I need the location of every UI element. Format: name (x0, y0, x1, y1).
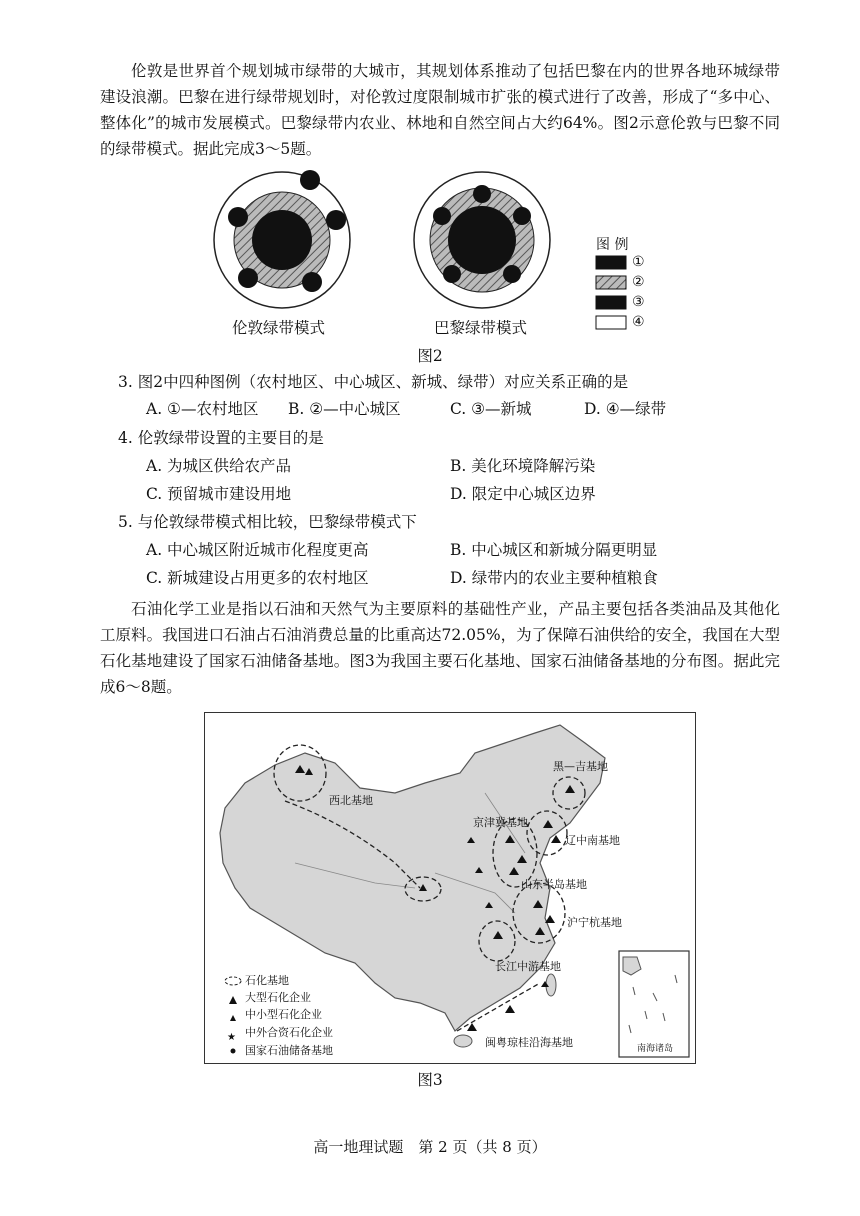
intro-paragraph-1: 伦敦是世界首个规划城市绿带的大城市，其规划体系推动了包括巴黎在内的世界各地环城绿带建设浪潮。巴黎在进行绿带规划时，对伦敦过度限制城市扩张的模式进行了改善，形成了“多中心、整体化”的城市发展模式。巴黎绿带内农业、林地和自然空间占大约64%。图2示意伦敦与巴黎不同的绿带模式。据此完成3～5题。 (100, 62, 780, 158)
question-5-option-d: D. 绿带内的农业主要种植粮食 (450, 569, 658, 587)
page-footer: 高一地理试题 第 2 页（共 8 页） (313, 1138, 547, 1156)
paris-model-label: 巴黎绿带模式 (434, 319, 528, 337)
legend-reserve-base: 国家石油储备基地 (245, 1044, 333, 1057)
map-legend (225, 977, 241, 1054)
question-3-option-d: D. ④—绿带 (584, 400, 667, 418)
svg-text:★: ★ (227, 1032, 236, 1043)
question-4-stem: 4. 伦敦绿带设置的主要目的是 (118, 429, 324, 447)
question-5-stem: 5. 与伦敦绿带模式相比较，巴黎绿带模式下 (118, 513, 417, 531)
legend-label-3: ③ (632, 294, 645, 310)
inset-label: 南海诸岛 (637, 1044, 674, 1054)
base-label-jingjinji: 京津冀基地 (473, 816, 528, 829)
question-3-option-b: B. ②—中心城区 (288, 400, 401, 418)
question-3-option-c: C. ③—新城 (450, 400, 532, 418)
base-label-huninghang: 沪宁杭基地 (567, 916, 622, 929)
intro-paragraph-2: 石油化学工业是指以石油和天然气为主要原料的基础性产业，产品主要包括各类油品及其他化工原料。我国进口石油占石油消费总量的比重高达72.05%，为了保障石油供给的安全，我国在大型石化基地建设了国家石油储备基地。图3为我国主要石化基地、国家石油储备基地的分布图。据此完成6～8题。 (100, 600, 780, 696)
legend-swatch-4 (596, 316, 626, 329)
legend-label-4: ④ (632, 314, 645, 330)
figure-3-caption: 图3 (417, 1071, 443, 1089)
legend-label-1: ① (632, 254, 645, 270)
question-4-option-b: B. 美化环境降解污染 (450, 457, 596, 475)
base-label-shandong: 山东半岛基地 (521, 878, 587, 891)
legend-small-enterprise: 中小型石化企业 (245, 1008, 322, 1021)
legend-swatch-1 (596, 256, 626, 269)
figure-3-map (204, 712, 696, 1064)
base-label-minyue: 闽粤琼桂沿海基地 (485, 1036, 573, 1049)
london-model-label: 伦敦绿带模式 (232, 319, 326, 337)
base-label-liaozhongnan: 辽中南基地 (565, 834, 620, 847)
question-3-stem: 3. 图2中四种图例（农村地区、中心城区、新城、绿带）对应关系正确的是 (118, 373, 629, 391)
question-3-option-a: A. ①—农村地区 (146, 400, 259, 418)
base-label-heiji: 黑—吉基地 (553, 760, 608, 773)
legend-petrochem-base: 石化基地 (245, 974, 289, 987)
base-label-changjiang: 长江中游基地 (495, 960, 561, 973)
question-4-option-d: D. 限定中心城区边界 (450, 485, 596, 503)
legend-large-enterprise: 大型石化企业 (245, 991, 311, 1004)
legend-swatch-3 (596, 296, 626, 309)
question-4-option-a: A. 为城区供给农产品 (146, 457, 292, 475)
legend-swatch-2 (596, 276, 626, 289)
legend-label-2: ② (632, 274, 645, 290)
figure-2-caption: 图2 (417, 347, 443, 365)
question-4-option-c: C. 预留城市建设用地 (146, 485, 292, 503)
london-model-diagram (214, 170, 350, 308)
paris-model-diagram (414, 172, 550, 308)
question-5-option-a: A. 中心城区附近城市化程度更高 (146, 541, 369, 559)
question-5-option-b: B. 中心城区和新城分隔更明显 (450, 541, 658, 559)
legend-title: 图 例 (596, 237, 629, 253)
base-label-northwest: 西北基地 (329, 794, 373, 807)
question-5-option-c: C. 新城建设占用更多的农村地区 (146, 569, 369, 587)
figure-2-greenbelt-diagram (200, 170, 680, 340)
legend-joint-venture: 中外合资石化企业 (245, 1026, 333, 1039)
